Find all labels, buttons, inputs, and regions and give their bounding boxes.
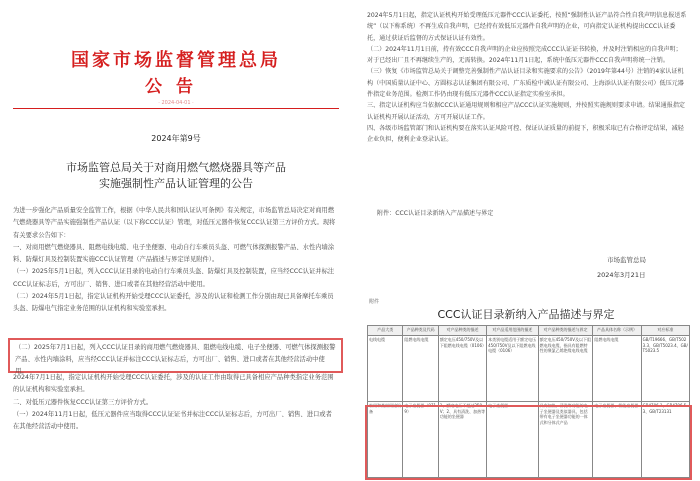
table-row <box>368 336 690 402</box>
table-title: CCC认证目录新纳入产品描述与界定 <box>437 308 615 321</box>
agency-header: 国家市场监督管理总局 <box>71 50 281 71</box>
table-cell: 电线电缆 <box>368 336 403 402</box>
document-title <box>5 160 347 192</box>
header-cell: 产品种类及代码 <box>403 326 438 336</box>
table-cell: 阻燃电线电缆 <box>593 336 641 402</box>
title-line-1: 市场监管总局关于对商用燃气燃烧器具等产品 <box>66 161 286 174</box>
highlight-box: （二）2025年7月1日起，列入CCC认证目录的商用燃气燃烧器具、阻燃电线电缆、电子坐便器、可燃气体探测报警产品、水性内墙涂料，应当经CCC认证并标注CCC认证标志后，方可出厂、销售、进口或者在其他经营活动中使用。 <box>8 338 343 373</box>
left-page <box>5 0 347 481</box>
table-cell: 具有加热、清洗等功能的电子坐便器及类似器具，包括带有电子坐便器功能的一体式和分体式产品 <box>538 402 593 478</box>
title-line-2: 实施强制性产品认证管理的公告 <box>99 177 253 190</box>
attachment-label: 附件 <box>369 299 380 305</box>
table-highlight-box <box>365 405 692 480</box>
body-paragraphs-a: 为进一步强化产品质量安全监管工作，根据《中华人民共和国认证认可条例》有关规定，市场监管总局决定对商用燃气燃烧器具等产品实施强制性产品认证（以下称CCC认证）管理，对低压元器件恢复CCC认证第三方评价方式。现将有关要求公告如下： 一、对商用燃气燃烧器具、阻燃电线电缆、电子坐便器、电动自行车乘员头盔、可燃气体探测报警产品、水性内墙涂料、防爆灯具及控制装置实施CCC认证管理（产品描述与界定详见附件）。 （一）2025年5月1日起，列入CCC认证目录的电动自行车乘员头盔、防爆灯具及控制装置，应当经CCC认证并标注CCC认证标志后，方可出厂、销售、进口或者在其他经营活动中使用。 （二）2024年5月1日起，指定认证机构开始受理CCC认证委托，涉及的认证和检测工作分别由现已具备摩托车乘员头盔、防爆电气指定业务范围的认证机构和实验室承担。 <box>13 207 336 313</box>
table-cell: GB/T19666、GB/T5023.3、GB/T5023.4、GB/T5023.5 <box>641 336 689 402</box>
table-cell: 本类别电缆适用于额定电压450/750V及以下阻燃电线电缆（0106） <box>487 336 539 402</box>
red-divider <box>13 108 339 109</box>
body-paragraphs-b: 2024年7月1日起，指定认证机构开始受理CCC认证委托，涉及的认证工作由取得已具备相应产品种类指定业务范围的认证机构和实验室承担。 二、对低压元器件恢复CCC认证第三方评价方式。 （一）2024年11月1日起，低压元器件应当取得CCC认证证书并标注CCC认证标志后，方可出厂、销售、进口或者在其他经营活动中使用。 <box>13 374 334 431</box>
table-cell: 电子坐便器 <box>487 402 539 478</box>
header-cell: 对产品种类的描述与界定 <box>538 326 593 336</box>
attachment-line: 附件：CCC认证目录新纳入产品描述与界定 <box>377 210 494 217</box>
table-cell: GB4706.1、GB4706.53、GB/T23131 <box>641 402 689 478</box>
table-cell: 阻燃电线电缆 <box>403 336 438 402</box>
product-table-wrap <box>367 325 690 478</box>
header-cell: 对产品适用范围的描述 <box>487 326 539 336</box>
header-cell: 产品大类 <box>368 326 403 336</box>
seal-date: · 2024-04-01 · <box>158 100 194 106</box>
right-body-paragraphs: 2024年5月1日起，指定认证机构开始受理低压元器件CCC认证委托，按照“强制性认证产品符合性自我声明信息报送系统”（以下称系统）不再生成自我声明，已经持有效低压元器件自我声明的企业，可向指定认证机构提出CCC认证委托，通过获证后监督的方式保证认证有效性。 （二）2024年11月1日前，持有效CCC自我声明的企业应按照完成CCC认证证书转换，并及时注销相应的自我声明；对于已经出厂且不再继续生产的，无需转换。2024年11月1日起，系统中低压元器件CCC自我声明将统一注销。 （三）恢复《市场监管总局关于调整完善强制性产品认证目录和实施要求的公告》（2019年第44号）注销的4家认证机构（中国质量认证中心、方圆标志认证集团有限公司、广东质检中诚认证有限公司、上海添认认证有限公司）低压元器件指定业务范围。检测工作仍由现有低压元器件CCC认证指定实验室承担。 三、指定认证机构应当依据CCC认证通用规则和相应产品CCC认证实施规则，并按照实施规则要求申请。结果通报指定认证机构开展认证活动，方可开展认证工作。 四、各级市场监管部门和认证机构要在落实认证风险可控、保证认证质量的前提下，积极采取已有合格评定结果，减轻企业负担，便利企业登录认证。 <box>367 12 687 144</box>
header-cell: 对产品种类的描述 <box>438 326 486 336</box>
table-cell: 1、额定电压不超过250V；2、具有清洗、加热等功能的坐便器 <box>438 402 486 478</box>
signer: 市场监管总局 <box>607 256 646 264</box>
sign-date: 2024年3月21日 <box>597 271 646 279</box>
issue-number: 2024年第9号 <box>151 134 201 143</box>
table-cell: 额定电压450/750V及以下阻燃电线电缆（0106） <box>438 336 486 402</box>
table-cell: 电子坐便器、智能坐便器 <box>593 402 641 478</box>
table-cell: 家用和类似用途设备 <box>368 402 403 478</box>
table-header-row <box>368 326 690 336</box>
table-cell: 电子坐便器（0719） <box>403 402 438 478</box>
notice-title: 公告 <box>145 77 207 97</box>
table-cell: 额定电压450/750V及以下阻燃电线电缆，指具有阻燃特性的聚氯乙烯绝缘电线电缆 <box>538 336 593 402</box>
right-page <box>357 0 695 481</box>
header-cell: 产品具体名称（示例） <box>593 326 641 336</box>
header-cell: 对应标准 <box>641 326 689 336</box>
